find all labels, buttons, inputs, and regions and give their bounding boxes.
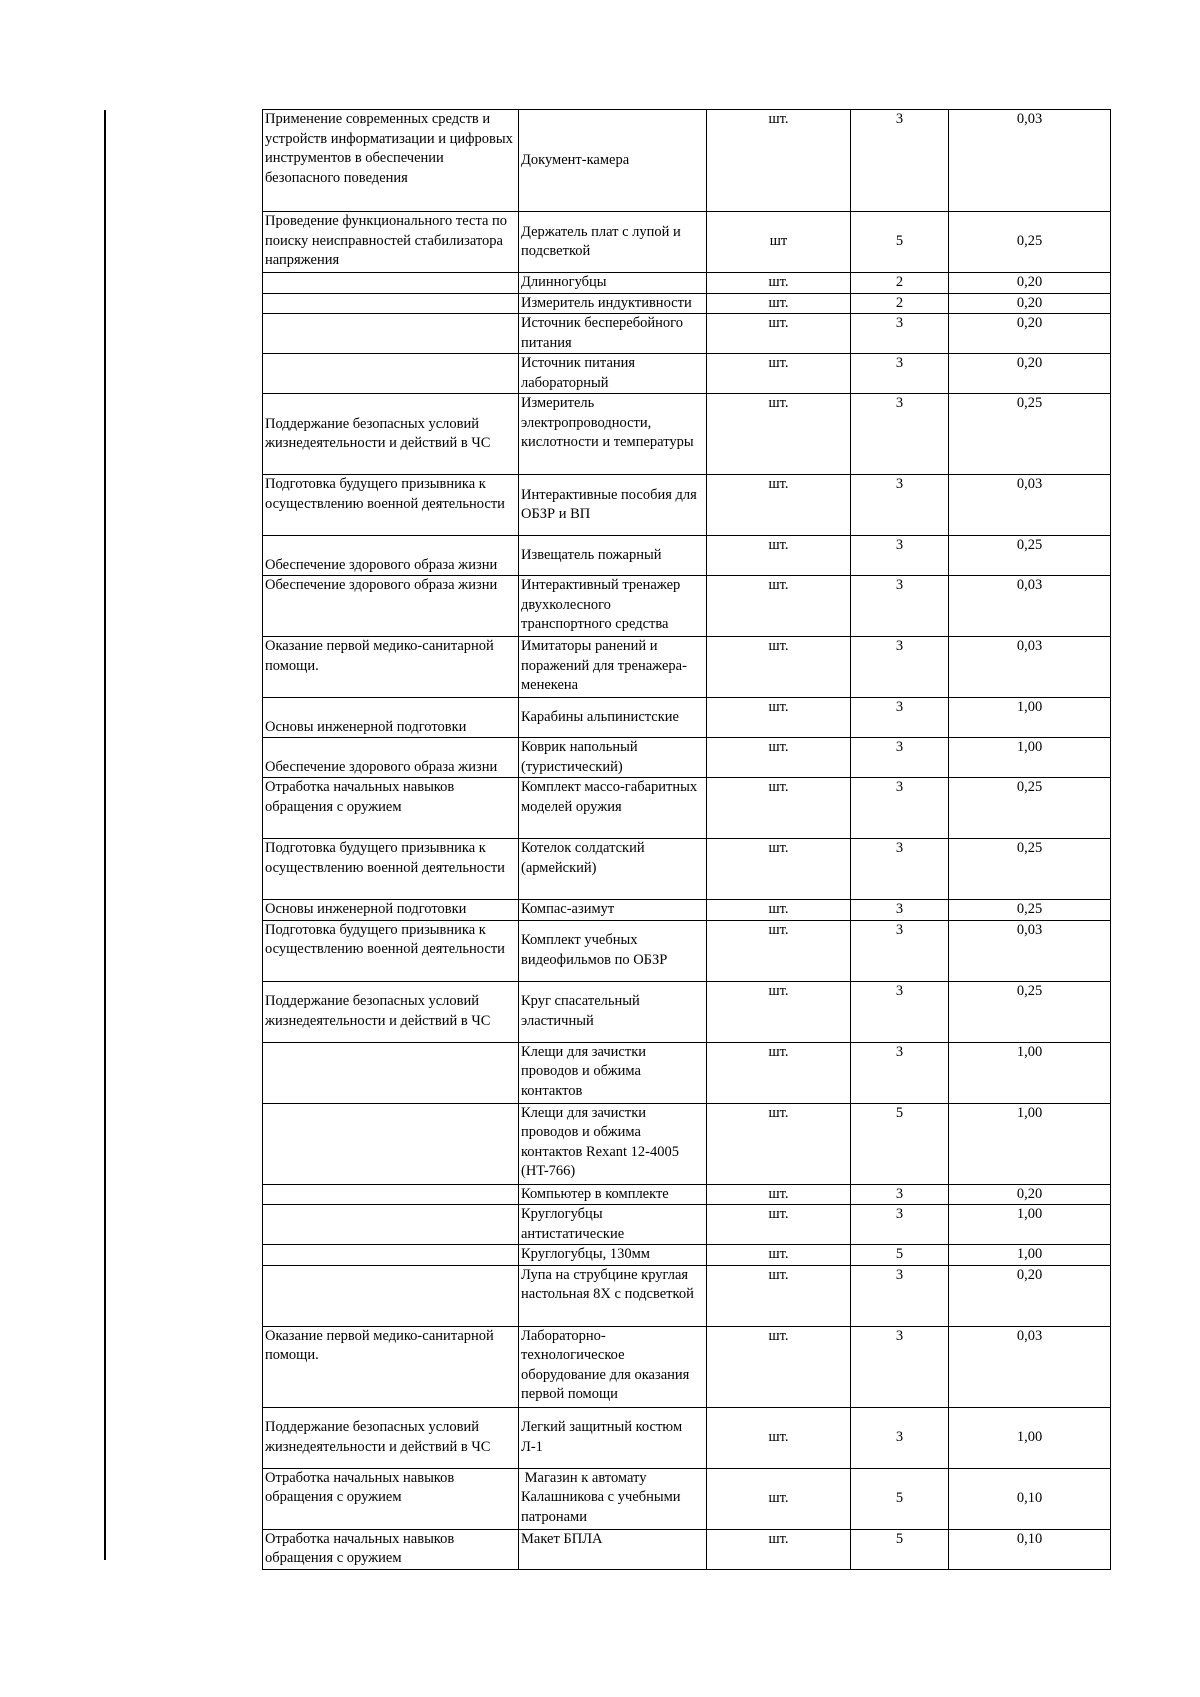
coef-cell: 0,25 <box>949 778 1111 839</box>
unit-cell: шт. <box>707 475 851 536</box>
unit-cell: шт. <box>707 778 851 839</box>
item-cell: Документ-камера <box>519 110 707 212</box>
section-cell: Оказание первой медико-санитарной помощи. <box>263 1326 519 1407</box>
section-cell: Подготовка будущего призывника к осуществлению военной деятельности <box>263 475 519 536</box>
coef-cell: 0,03 <box>949 1326 1111 1407</box>
qty-cell: 3 <box>851 1326 949 1407</box>
qty-cell: 2 <box>851 273 949 294</box>
section-cell <box>263 1103 519 1184</box>
qty-cell: 3 <box>851 536 949 576</box>
coef-cell: 0,03 <box>949 920 1111 981</box>
table-row <box>263 394 1111 475</box>
table-row <box>263 1042 1111 1103</box>
coef-cell: 0,25 <box>949 839 1111 900</box>
unit-cell: шт. <box>707 1205 851 1245</box>
equipment-table <box>262 109 1111 1570</box>
qty-cell: 5 <box>851 1103 949 1184</box>
equipment-table-body <box>263 110 1111 1570</box>
item-cell: Комплект массо-габаритных моделей оружия <box>519 778 707 839</box>
item-cell: Клещи для зачистки проводов и обжима контактов <box>519 1042 707 1103</box>
qty-cell: 3 <box>851 1265 949 1326</box>
qty-cell: 2 <box>851 293 949 314</box>
unit-cell: шт. <box>707 394 851 475</box>
table-row <box>263 698 1111 738</box>
coef-cell: 0,03 <box>949 110 1111 212</box>
unit-cell: шт. <box>707 314 851 354</box>
qty-cell: 5 <box>851 212 949 273</box>
coef-cell: 0,20 <box>949 273 1111 294</box>
section-cell: Обеспечение здорового образа жизни <box>263 536 519 576</box>
section-cell: Отработка начальных навыков обращения с оружием <box>263 778 519 839</box>
item-cell: Комплект учебных видеофильмов по ОБЗР <box>519 920 707 981</box>
coef-cell: 1,00 <box>949 1103 1111 1184</box>
table-row <box>263 1205 1111 1245</box>
section-cell <box>263 1205 519 1245</box>
item-cell: Лупа на струбцине круглая настольная 8Х с подсветкой <box>519 1265 707 1326</box>
item-cell: Компьютер в комплекте <box>519 1184 707 1205</box>
coef-cell: 1,00 <box>949 738 1111 778</box>
section-cell <box>263 314 519 354</box>
coef-cell: 0,20 <box>949 1184 1111 1205</box>
section-cell <box>263 293 519 314</box>
table-row <box>263 637 1111 698</box>
qty-cell: 3 <box>851 314 949 354</box>
unit-cell: шт. <box>707 273 851 294</box>
qty-cell: 3 <box>851 778 949 839</box>
item-cell: Круг спасательный эластичный <box>519 981 707 1042</box>
table-row <box>263 1103 1111 1184</box>
unit-cell: шт. <box>707 110 851 212</box>
section-cell: Проведение функционального теста по поиску неисправностей стабилизатора напряжения <box>263 212 519 273</box>
table-row <box>263 900 1111 921</box>
unit-cell: шт. <box>707 920 851 981</box>
table-row <box>263 1468 1111 1529</box>
section-cell <box>263 354 519 394</box>
table-row <box>263 1407 1111 1468</box>
table-row <box>263 1265 1111 1326</box>
section-cell <box>263 1265 519 1326</box>
section-cell <box>263 1042 519 1103</box>
qty-cell: 5 <box>851 1529 949 1569</box>
section-cell: Подготовка будущего призывника к осуществлению военной деятельности <box>263 839 519 900</box>
unit-cell: шт. <box>707 637 851 698</box>
section-cell <box>263 1184 519 1205</box>
item-cell: Компас-азимут <box>519 900 707 921</box>
item-cell: Длинногубцы <box>519 273 707 294</box>
qty-cell: 3 <box>851 981 949 1042</box>
table-row <box>263 536 1111 576</box>
page-margin-line <box>104 110 106 1560</box>
unit-cell: шт. <box>707 1245 851 1266</box>
item-cell: Интерактивный тренажер двухколесного транспортного средства <box>519 576 707 637</box>
coef-cell: 0,03 <box>949 475 1111 536</box>
section-cell: Отработка начальных навыков обращения с оружием <box>263 1529 519 1569</box>
section-cell: Основы инженерной подготовки <box>263 900 519 921</box>
section-cell: Применение современных средств и устройств информатизации и цифровых инструментов в обеспечении безопасного поведения <box>263 110 519 212</box>
section-cell: Поддержание безопасных условий жизнедеятельности и действий в ЧС <box>263 1407 519 1468</box>
section-cell: Подготовка будущего призывника к осуществлению военной деятельности <box>263 920 519 981</box>
coef-cell: 1,00 <box>949 1245 1111 1266</box>
table-row <box>263 1184 1111 1205</box>
unit-cell: шт. <box>707 354 851 394</box>
unit-cell: шт. <box>707 536 851 576</box>
table-row <box>263 475 1111 536</box>
item-cell: Извещатель пожарный <box>519 536 707 576</box>
unit-cell: шт. <box>707 576 851 637</box>
qty-cell: 3 <box>851 637 949 698</box>
unit-cell: шт. <box>707 738 851 778</box>
item-cell: Коврик напольный (туристический) <box>519 738 707 778</box>
unit-cell: шт. <box>707 1326 851 1407</box>
coef-cell: 0,20 <box>949 354 1111 394</box>
table-row <box>263 212 1111 273</box>
table-row <box>263 1529 1111 1569</box>
qty-cell: 3 <box>851 839 949 900</box>
coef-cell: 0,10 <box>949 1468 1111 1529</box>
item-cell: Круглогубцы антистатические <box>519 1205 707 1245</box>
qty-cell: 3 <box>851 900 949 921</box>
coef-cell: 0,25 <box>949 900 1111 921</box>
item-cell: Карабины альпинистские <box>519 698 707 738</box>
coef-cell: 1,00 <box>949 1407 1111 1468</box>
unit-cell: шт. <box>707 1103 851 1184</box>
qty-cell: 3 <box>851 1205 949 1245</box>
item-cell: Котелок солдатский (армейский) <box>519 839 707 900</box>
unit-cell: шт. <box>707 900 851 921</box>
table-row <box>263 920 1111 981</box>
item-cell: Измеритель электропроводности, кислотности и температуры <box>519 394 707 475</box>
coef-cell: 0,03 <box>949 637 1111 698</box>
section-cell <box>263 273 519 294</box>
item-cell: Источник питания лабораторный <box>519 354 707 394</box>
qty-cell: 3 <box>851 475 949 536</box>
table-row <box>263 273 1111 294</box>
item-cell: Источник бесперебойного питания <box>519 314 707 354</box>
unit-cell: шт. <box>707 839 851 900</box>
qty-cell: 3 <box>851 1184 949 1205</box>
coef-cell: 0,25 <box>949 212 1111 273</box>
item-cell: Интерактивные пособия для ОБЗР и ВП <box>519 475 707 536</box>
table-row <box>263 981 1111 1042</box>
qty-cell: 3 <box>851 394 949 475</box>
unit-cell: шт. <box>707 1407 851 1468</box>
coef-cell: 0,10 <box>949 1529 1111 1569</box>
qty-cell: 5 <box>851 1468 949 1529</box>
coef-cell: 1,00 <box>949 1205 1111 1245</box>
table-row <box>263 314 1111 354</box>
item-cell: Измеритель индуктивности <box>519 293 707 314</box>
item-cell: Круглогубцы, 130мм <box>519 1245 707 1266</box>
table-row <box>263 839 1111 900</box>
unit-cell: шт. <box>707 1042 851 1103</box>
section-cell: Отработка начальных навыков обращения с оружием <box>263 1468 519 1529</box>
table-row <box>263 1245 1111 1266</box>
item-cell: Макет БПЛА <box>519 1529 707 1569</box>
unit-cell: шт. <box>707 1184 851 1205</box>
qty-cell: 3 <box>851 1407 949 1468</box>
item-cell: Магазин к автомату Калашникова с учебными патронами <box>519 1468 707 1529</box>
unit-cell: шт. <box>707 1265 851 1326</box>
table-row <box>263 576 1111 637</box>
unit-cell: шт. <box>707 981 851 1042</box>
item-cell: Клещи для зачистки проводов и обжима контактов Rexant 12-4005 (HT-766) <box>519 1103 707 1184</box>
coef-cell: 0,25 <box>949 536 1111 576</box>
coef-cell: 1,00 <box>949 1042 1111 1103</box>
table-row <box>263 738 1111 778</box>
section-cell: Оказание первой медико-санитарной помощи. <box>263 637 519 698</box>
table-row <box>263 110 1111 212</box>
unit-cell: шт. <box>707 1468 851 1529</box>
coef-cell: 1,00 <box>949 698 1111 738</box>
unit-cell: шт <box>707 212 851 273</box>
unit-cell: шт. <box>707 698 851 738</box>
item-cell: Держатель плат с лупой и подсветкой <box>519 212 707 273</box>
coef-cell: 0,03 <box>949 576 1111 637</box>
qty-cell: 3 <box>851 920 949 981</box>
table-row <box>263 1326 1111 1407</box>
table-row <box>263 778 1111 839</box>
section-cell: Поддержание безопасных условий жизнедеятельности и действий в ЧС <box>263 981 519 1042</box>
coef-cell: 0,20 <box>949 1265 1111 1326</box>
section-cell: Поддержание безопасных условий жизнедеятельности и действий в ЧС <box>263 394 519 475</box>
item-cell: Легкий защитный костюм Л-1 <box>519 1407 707 1468</box>
section-cell <box>263 1245 519 1266</box>
qty-cell: 3 <box>851 354 949 394</box>
coef-cell: 0,25 <box>949 981 1111 1042</box>
coef-cell: 0,25 <box>949 394 1111 475</box>
section-cell: Обеспечение здорового образа жизни <box>263 576 519 637</box>
unit-cell: шт. <box>707 1529 851 1569</box>
table-row <box>263 354 1111 394</box>
coef-cell: 0,20 <box>949 314 1111 354</box>
item-cell: Имитаторы ранений и поражений для тренажера-менекена <box>519 637 707 698</box>
item-cell: Лабораторно-технологическое оборудование для оказания первой помощи <box>519 1326 707 1407</box>
section-cell: Основы инженерной подготовки <box>263 698 519 738</box>
qty-cell: 3 <box>851 698 949 738</box>
qty-cell: 5 <box>851 1245 949 1266</box>
table-row <box>263 293 1111 314</box>
qty-cell: 3 <box>851 110 949 212</box>
qty-cell: 3 <box>851 738 949 778</box>
qty-cell: 3 <box>851 576 949 637</box>
coef-cell: 0,20 <box>949 293 1111 314</box>
qty-cell: 3 <box>851 1042 949 1103</box>
unit-cell: шт. <box>707 293 851 314</box>
section-cell: Обеспечение здорового образа жизни <box>263 738 519 778</box>
